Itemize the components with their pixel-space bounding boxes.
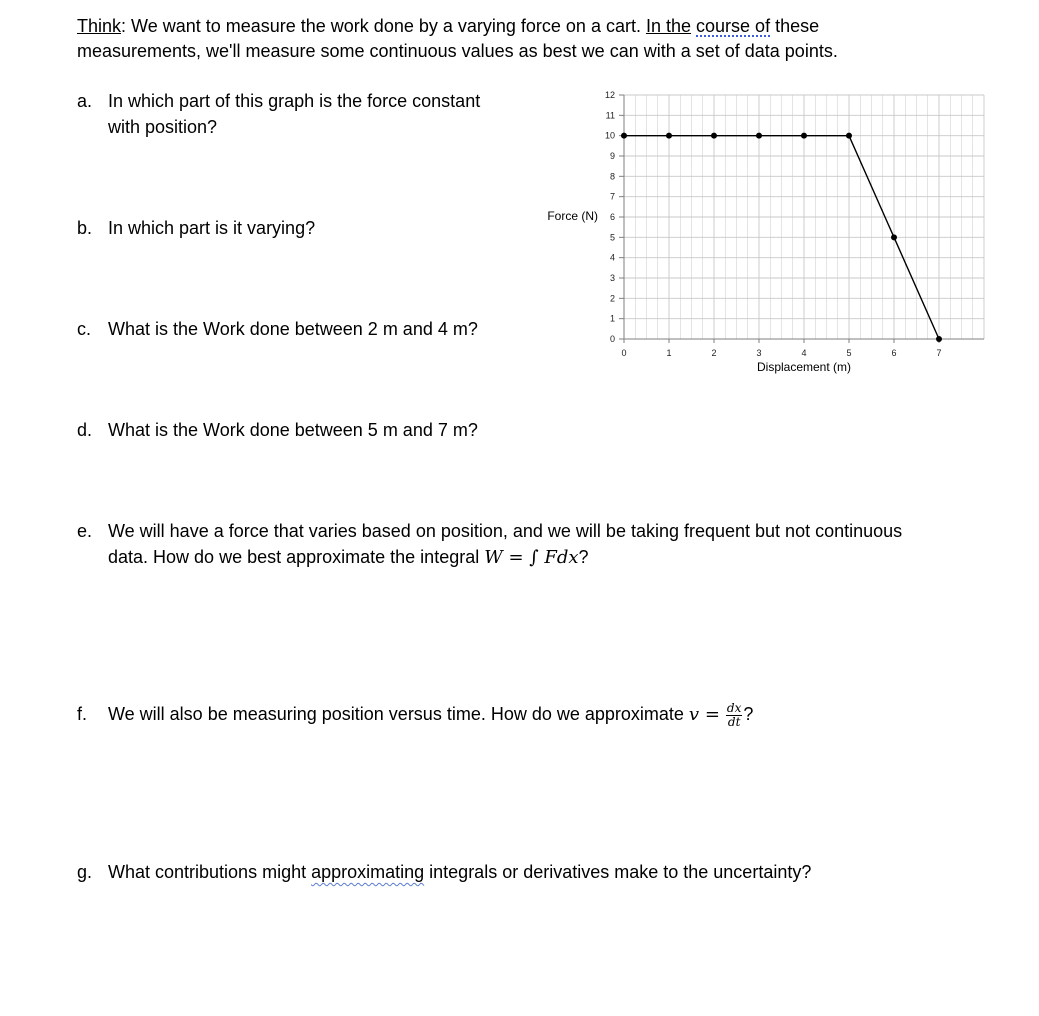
data-point [666,133,672,139]
y-tick-label: 5 [609,232,615,243]
y-tick-label: 12 [604,90,615,100]
data-point [621,133,627,139]
question-a-line-2: with position? [108,117,218,137]
y-axis-title: Force (N) [547,209,598,223]
question-d-text: What is the Work done between 5 m and 7 m? [108,420,478,440]
question-b-text: In which part is it varying? [108,218,316,238]
x-tick-label: 1 [666,348,672,358]
y-tick-label: 0 [609,334,615,344]
x-tick-label: 3 [756,348,762,358]
data-point [756,133,762,139]
data-point [936,336,942,342]
approximating-word: approximating [311,862,425,882]
data-point [801,133,807,139]
think-label: Think [77,16,122,36]
y-tick-label: 11 [605,110,615,121]
data-point [711,133,717,139]
velocity-formula-lhs: v = [688,704,720,725]
question-g-text: What contributions might approximating integrals or derivatives make to the uncertainty? [108,862,812,882]
y-tick-label: 8 [609,171,615,182]
question-f-label: f. [77,704,88,724]
y-tick-label: 10 [604,130,615,141]
work-integral-formula: W = ∫ Fdx [484,547,579,568]
x-tick-label: 4 [801,348,807,358]
question-d-label: d. [77,420,93,440]
chart-tick-labels [605,90,942,358]
x-tick-label: 7 [936,348,942,358]
question-e-line-2: data. How do we best approximate the integral W = ∫ Fdx? [108,547,589,568]
x-tick-label: 6 [891,348,897,358]
question-e-line-1: We will have a force that varies based on position, and we will be taking frequent but not continuous [108,521,903,541]
intro-line-2: measurements, we'll measure some continuous values as best we can with a set of data points. [77,41,838,61]
x-tick-label: 5 [846,348,852,358]
question-g-label: g. [77,862,93,882]
y-tick-label: 9 [609,151,615,161]
force-displacement-chart [540,84,990,379]
y-tick-label: 3 [609,273,615,283]
intro-line-1: Think: We want to measure the work done by a varying force on a cart. In the course of these [77,16,820,36]
x-tick-label: 2 [711,348,717,358]
question-f-text: We will also be measuring position versus time. How do we approximate v = $\frac{dx}{dt}$ ? [108,700,754,729]
question-c-label: c. [77,319,92,339]
question-c-text: What is the Work done between 2 m and 4 m? [108,319,478,339]
question-e-label: e. [77,521,93,541]
question-a-label: a. [77,91,93,111]
chart-grid [624,95,984,339]
data-point [891,234,897,240]
velocity-derivative-fraction: $\frac{dx}{dt}$ [726,700,742,729]
y-tick-label: 2 [609,293,615,304]
data-point [846,133,852,139]
x-axis-title: Displacement (m) [756,360,852,374]
y-tick-label: 4 [609,252,615,263]
intro-paragraph [77,14,977,64]
intro-in-the: In the [645,16,692,36]
question-b-label: b. [77,218,93,238]
intro-course-of: course of [696,16,771,36]
chart-axes [619,95,984,343]
y-tick-label: 1 [609,313,615,324]
y-tick-label: 7 [609,191,615,202]
x-tick-label: 0 [621,348,627,358]
y-tick-label: 6 [609,212,615,222]
question-a-line-1: In which part of this graph is the force constant [108,91,481,111]
